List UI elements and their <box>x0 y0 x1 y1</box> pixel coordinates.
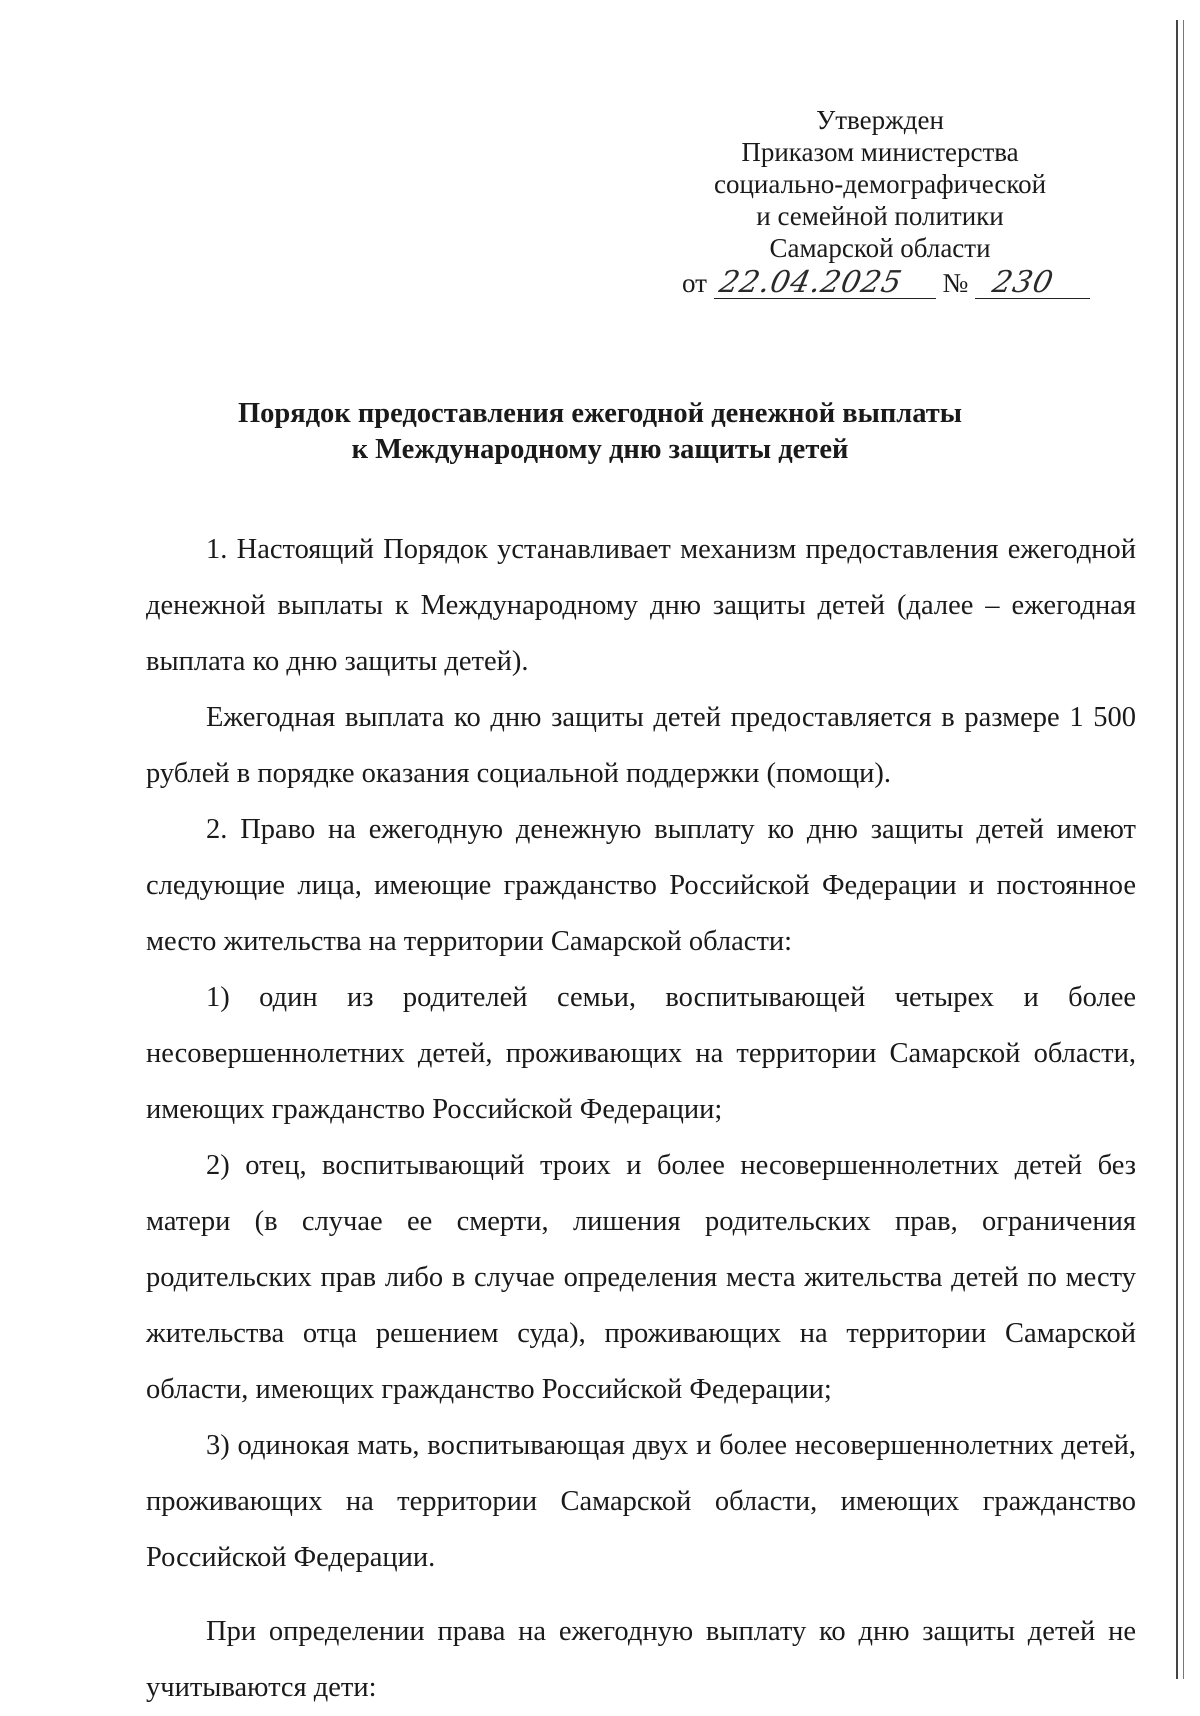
approval-line: Приказом министерства <box>741 137 1019 167</box>
date-prefix: от <box>682 268 707 298</box>
paragraph: 2) отец, воспитывающий троих и более несовершеннолетних детей без матери (в случае ее смерти, лишения родительских прав, ограничения родительских прав либо в случае определения места жительства детей по месту жительства отца решением суда), проживающих на территории Самарской области, имеющих гражданство Российской Федерации; <box>146 1150 1136 1405</box>
date-field <box>714 265 936 300</box>
number-field <box>975 265 1090 300</box>
title-line: Порядок предоставления ежегодной денежной выплаты <box>237 398 963 429</box>
paragraph: 2. Право на ежегодную денежную выплату ко дню защиты детей имеют следующие лица, имеющие гражданство Российской Федерации и постоянное место жительства на территории Самарской области: <box>146 814 1136 957</box>
approval-block <box>680 104 1080 264</box>
approval-line: социально-демографической <box>713 169 1047 199</box>
page-edge-line <box>1176 20 1178 1679</box>
document-body <box>146 522 1136 1716</box>
approval-line: и семейной политики <box>756 201 1004 231</box>
paragraph: 1. Настоящий Порядок устанавливает механизм предоставления ежегодной денежной выплаты к Международному дню защиты детей (далее – ежегодная выплата ко дню защиты детей). <box>146 534 1136 677</box>
handwritten-number: 230 <box>989 265 1057 300</box>
order-date-number <box>682 265 1090 304</box>
approval-line: Утвержден <box>816 105 944 135</box>
handwritten-date: 22.04.2025 <box>715 265 906 300</box>
number-sign: № <box>942 268 969 298</box>
title-line: к Международному дню защиты детей <box>351 434 849 465</box>
paragraph: 1) один из родителей семьи, воспитывающей четырех и более несовершеннолетних детей, проживающих на территории Самарской области, имеющих гражданство Российской Федерации; <box>146 982 1136 1125</box>
page-edge-line <box>1183 20 1184 1679</box>
paragraph: 3) одинокая мать, воспитывающая двух и более несовершеннолетних детей, проживающих на территории Самарской области, имеющих гражданство Российской Федерации. <box>146 1430 1136 1573</box>
approval-line: Самарской области <box>769 233 991 263</box>
paragraph: Ежегодная выплата ко дню защиты детей предоставляется в размере 1 500 рублей в порядке оказания социальной поддержки (помощи). <box>146 702 1136 789</box>
document-title <box>140 396 1060 468</box>
paragraph: При определении права на ежегодную выплату ко дню защиты детей не учитываются дети: <box>146 1616 1136 1703</box>
